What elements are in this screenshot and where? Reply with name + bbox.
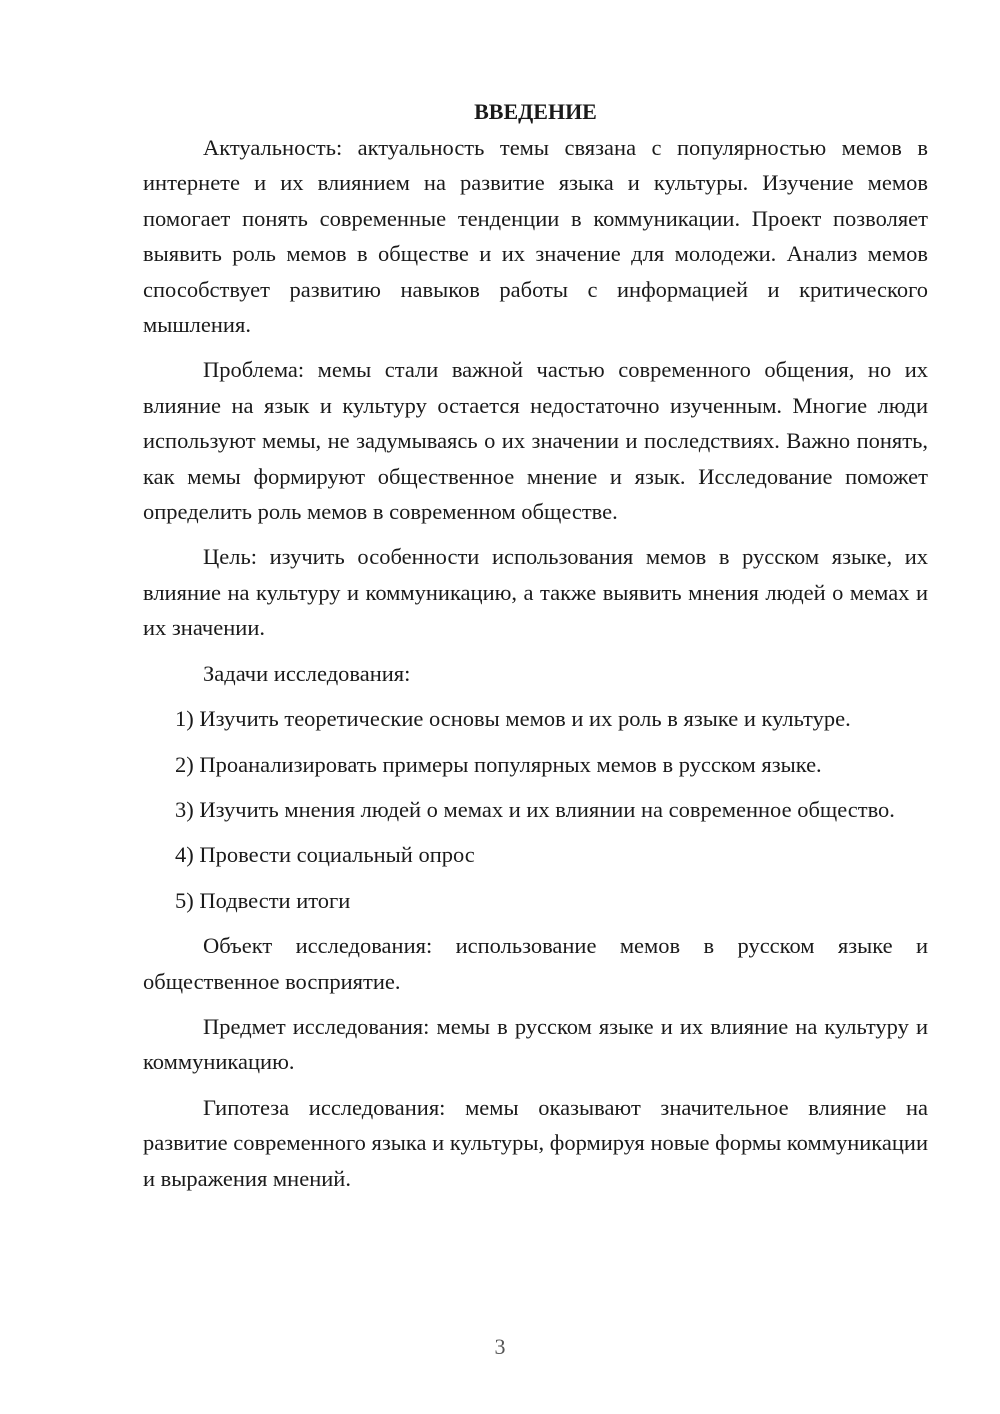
document-page <box>143 96 928 1206</box>
paragraph-object: Объект исследования: использование мемов в русском языке и общественное восприятие. <box>143 933 928 994</box>
task-item: 1) Изучить теоретические основы мемов и их роль в языке и культуре. <box>175 706 851 732</box>
section-title: ВВЕДЕНИЕ <box>474 99 597 124</box>
paragraph-relevance: Актуальность: актуальность темы связана с популярностью мемов в интернете и их влиянием на развитие языка и культуры. Изучение мемов помогает понять современные тенденции в коммуникации. Проект позволяет выявить роль мемов в обществе и их значение для молодежи. Анализ мемов способствует развитию навыков работы с информацией и критического мышления. <box>143 135 928 338</box>
paragraph-hypothesis: Гипотеза исследования: мемы оказывают значительное влияние на развитие современного языка и культуры, формируя новые формы коммуникации и выражения мнений. <box>143 1094 928 1191</box>
paragraph-problem: Проблема: мемы стали важной частью современного общения, но их влияние на язык и культуру остается недостаточно изученным. Многие люди используют мемы, не задумываясь о их значении и последствиях. Важно понять, как мемы формируют общественное мнение и язык. Исследование поможет определить роль мемов в современном обществе. <box>143 357 928 525</box>
task-item: 4) Провести социальный опрос <box>175 842 475 868</box>
task-item: 5) Подвести итоги <box>175 887 351 913</box>
paragraph-goal: Цель: изучить особенности использования мемов в русском языке, их влияние на культуру и коммуникацию, а также выявить мнения людей о мемах и их значении. <box>143 544 928 641</box>
paragraph-subject: Предмет исследования: мемы в русском языке и их влияние на культуру и коммуникацию. <box>143 1013 928 1075</box>
page-number: 3 <box>494 1334 506 1359</box>
task-item: 2) Проанализировать примеры популярных мемов в русском языке. <box>175 751 822 777</box>
tasks-heading: Задачи исследования: <box>203 660 411 686</box>
task-item: 3) Изучить мнения людей о мемах и их влиянии на современное общество. <box>175 796 895 822</box>
